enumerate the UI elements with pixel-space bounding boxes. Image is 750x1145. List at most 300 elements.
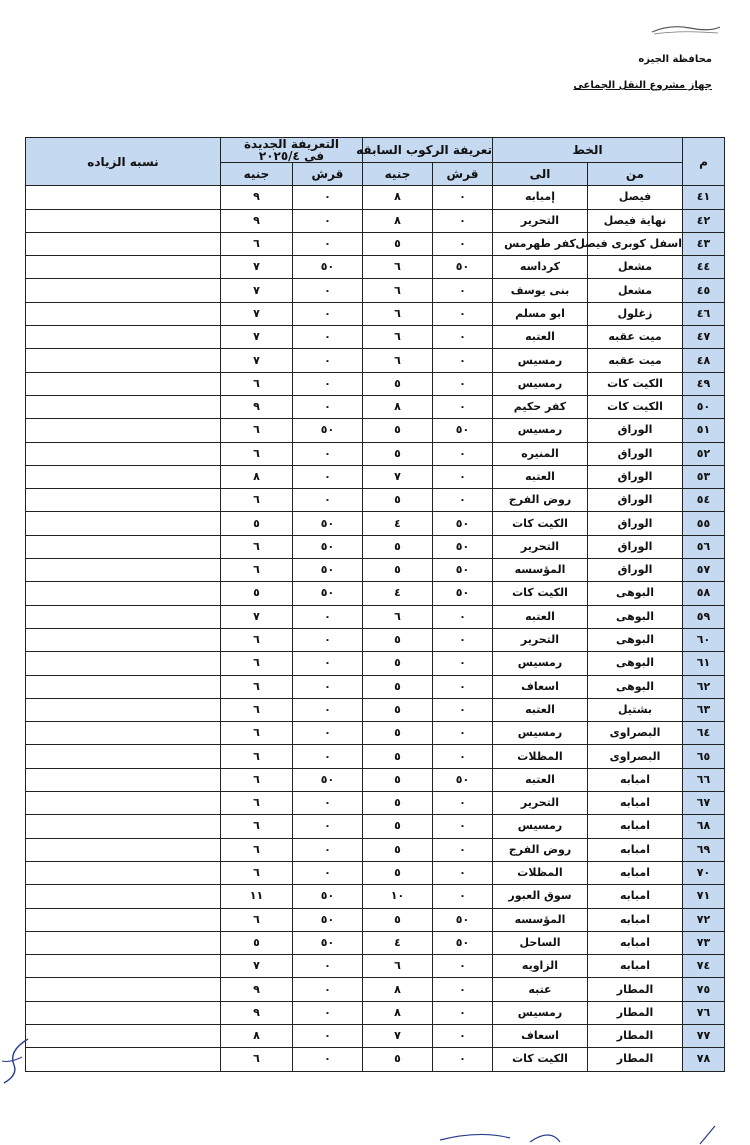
new-pound-cell: ٥: [220, 582, 292, 605]
row-number: ٦٦: [683, 768, 725, 791]
table-row: [26, 279, 725, 302]
from-cell: امبابه: [588, 768, 683, 791]
table-row: [26, 372, 725, 395]
increase-cell: [26, 978, 221, 1001]
table-row: [26, 838, 725, 861]
new-pound-cell: ٥: [220, 931, 292, 954]
to-cell: إمبابه: [493, 186, 588, 209]
table-row: [26, 489, 725, 512]
to-cell: المظلات: [493, 745, 588, 768]
prev-piastre-cell: ٠: [433, 838, 493, 861]
new-pound-cell: ٦: [220, 419, 292, 442]
new-pound-cell: ٧: [220, 302, 292, 325]
table-row: [26, 302, 725, 325]
new-pound-cell: ٦: [220, 232, 292, 255]
row-number: ٤٣: [683, 232, 725, 255]
to-cell: ابو مسلم: [493, 302, 588, 325]
increase-cell: [26, 792, 221, 815]
prev-piastre-cell: ٠: [433, 815, 493, 838]
increase-cell: [26, 722, 221, 745]
increase-cell: [26, 652, 221, 675]
new-pound-cell: ٩: [220, 209, 292, 232]
prev-piastre-cell: ٠: [433, 232, 493, 255]
row-number: ٦٣: [683, 698, 725, 721]
prev-pound-cell: ٥: [362, 838, 432, 861]
to-cell: اسعاف: [493, 675, 588, 698]
prev-piastre-cell: ٠: [433, 279, 493, 302]
new-pound-cell: ٩: [220, 395, 292, 418]
table-row: [26, 512, 725, 535]
row-number: ٤١: [683, 186, 725, 209]
row-number: ٤٢: [683, 209, 725, 232]
to-cell: التحرير: [493, 792, 588, 815]
from-cell: امبابه: [588, 931, 683, 954]
new-piastre-cell: ٠: [292, 209, 362, 232]
col-from-header: من: [588, 163, 683, 186]
prev-pound-cell: ٥: [362, 372, 432, 395]
row-number: ٦١: [683, 652, 725, 675]
prev-pound-cell: ٤: [362, 512, 432, 535]
from-cell: الوراق: [588, 489, 683, 512]
increase-cell: [26, 256, 221, 279]
new-piastre-cell: ٠: [292, 232, 362, 255]
prev-pound-cell: ٥: [362, 792, 432, 815]
new-piastre-cell: ٠: [292, 605, 362, 628]
table-row: [26, 908, 725, 931]
table-row: [26, 768, 725, 791]
table-row: [26, 722, 725, 745]
new-piastre-cell: ٥٠: [292, 419, 362, 442]
table-row: [26, 885, 725, 908]
increase-cell: [26, 605, 221, 628]
to-cell: روض الفرج: [493, 489, 588, 512]
prev-pound-cell: ٥: [362, 419, 432, 442]
to-cell: كفر حكيم: [493, 395, 588, 418]
table-row: [26, 232, 725, 255]
increase-cell: [26, 489, 221, 512]
col-new-pound-header: جنيه: [220, 163, 292, 186]
row-number: ٥٢: [683, 442, 725, 465]
prev-piastre-cell: ٠: [433, 652, 493, 675]
prev-pound-cell: ٧: [362, 465, 432, 488]
row-number: ٦٥: [683, 745, 725, 768]
row-number: ٧٨: [683, 1048, 725, 1071]
new-pound-cell: ٦: [220, 652, 292, 675]
row-number: ٦٩: [683, 838, 725, 861]
to-cell: التحرير: [493, 535, 588, 558]
new-pound-cell: ٦: [220, 908, 292, 931]
signature-stroke: [440, 1120, 750, 1145]
prev-piastre-cell: ٠: [433, 605, 493, 628]
prev-pound-cell: ٥: [362, 535, 432, 558]
from-cell: امبابه: [588, 838, 683, 861]
increase-cell: [26, 815, 221, 838]
table-row: [26, 395, 725, 418]
increase-cell: [26, 326, 221, 349]
row-number: ٦٤: [683, 722, 725, 745]
fare-table: [25, 137, 725, 1072]
col-prev-pound-header: جنيه: [362, 163, 432, 186]
prev-piastre-cell: ٠: [433, 326, 493, 349]
increase-cell: [26, 186, 221, 209]
row-number: ٥٨: [683, 582, 725, 605]
new-piastre-cell: ٠: [292, 489, 362, 512]
to-cell: العتبه: [493, 326, 588, 349]
increase-cell: [26, 745, 221, 768]
new-pound-cell: ٧: [220, 326, 292, 349]
prev-piastre-cell: ٠: [433, 885, 493, 908]
row-number: ٥٦: [683, 535, 725, 558]
prev-pound-cell: ٥: [362, 908, 432, 931]
prev-piastre-cell: ٠: [433, 861, 493, 884]
from-cell: الوراق: [588, 512, 683, 535]
to-cell: العتبه: [493, 698, 588, 721]
new-piastre-cell: ٠: [292, 349, 362, 372]
new-piastre-cell: ٠: [292, 302, 362, 325]
prev-piastre-cell: ٠: [433, 675, 493, 698]
new-piastre-cell: ٠: [292, 442, 362, 465]
header-row: [26, 138, 725, 163]
increase-cell: [26, 931, 221, 954]
new-pound-cell: ٩: [220, 978, 292, 1001]
new-piastre-cell: ٥٠: [292, 931, 362, 954]
to-cell: بنى يوسف: [493, 279, 588, 302]
signature-mark: [0, 1035, 30, 1095]
new-pound-cell: ٦: [220, 489, 292, 512]
increase-cell: [26, 535, 221, 558]
table-row: [26, 442, 725, 465]
prev-piastre-cell: ٥٠: [433, 535, 493, 558]
from-cell: اسفل كوبرى فيصل: [588, 232, 683, 255]
new-pound-cell: ٦: [220, 698, 292, 721]
new-pound-cell: ٩: [220, 186, 292, 209]
new-pound-cell: ٧: [220, 955, 292, 978]
new-piastre-cell: ٠: [292, 978, 362, 1001]
prev-pound-cell: ٦: [362, 955, 432, 978]
increase-cell: [26, 1001, 221, 1024]
from-cell: الوراق: [588, 419, 683, 442]
from-cell: ميت عقبه: [588, 326, 683, 349]
increase-cell: [26, 372, 221, 395]
row-number: ٦٠: [683, 628, 725, 651]
from-cell: بشتيل: [588, 698, 683, 721]
prev-piastre-cell: ٥٠: [433, 582, 493, 605]
from-cell: الكيت كات: [588, 372, 683, 395]
prev-pound-cell: ٥: [362, 815, 432, 838]
prev-piastre-cell: ٥٠: [433, 931, 493, 954]
from-cell: الوراق: [588, 559, 683, 582]
prev-piastre-cell: ٠: [433, 1024, 493, 1047]
increase-cell: [26, 582, 221, 605]
new-piastre-cell: ٠: [292, 465, 362, 488]
table-row: [26, 792, 725, 815]
new-piastre-cell: ٠: [292, 628, 362, 651]
prev-pound-cell: ٤: [362, 582, 432, 605]
to-cell: المؤسسه: [493, 559, 588, 582]
increase-cell: [26, 395, 221, 418]
logo-icon: [650, 24, 722, 36]
from-cell: امبابه: [588, 908, 683, 931]
new-pound-cell: ٩: [220, 1001, 292, 1024]
row-number: ٥٥: [683, 512, 725, 535]
increase-cell: [26, 512, 221, 535]
prev-piastre-cell: ٠: [433, 955, 493, 978]
prev-piastre-cell: ٥٠: [433, 908, 493, 931]
from-cell: الكيت كات: [588, 395, 683, 418]
new-piastre-cell: ٠: [292, 372, 362, 395]
prev-pound-cell: ٧: [362, 1024, 432, 1047]
increase-cell: [26, 1048, 221, 1071]
new-piastre-cell: ٠: [292, 326, 362, 349]
new-pound-cell: ٦: [220, 745, 292, 768]
table-row: [26, 675, 725, 698]
new-piastre-cell: ٠: [292, 652, 362, 675]
prev-pound-cell: ٥: [362, 628, 432, 651]
table-row: [26, 559, 725, 582]
prev-pound-cell: ٥: [362, 768, 432, 791]
to-cell: العتبه: [493, 605, 588, 628]
increase-cell: [26, 209, 221, 232]
from-cell: الوراق: [588, 442, 683, 465]
table-row: [26, 698, 725, 721]
new-pound-cell: ٦: [220, 675, 292, 698]
row-number: ٧٢: [683, 908, 725, 931]
from-cell: المطار: [588, 1048, 683, 1071]
prev-pound-cell: ٨: [362, 978, 432, 1001]
new-pound-cell: ٧: [220, 279, 292, 302]
prev-pound-cell: ٦: [362, 256, 432, 279]
from-cell: البصراوى: [588, 722, 683, 745]
to-cell: العتبه: [493, 465, 588, 488]
increase-cell: [26, 279, 221, 302]
to-cell: المنيره: [493, 442, 588, 465]
prev-piastre-cell: ٠: [433, 722, 493, 745]
to-cell: اسعاف: [493, 1024, 588, 1047]
new-pound-cell: ٦: [220, 1048, 292, 1071]
from-cell: فيصل: [588, 186, 683, 209]
table-row: [26, 978, 725, 1001]
row-number: ٧٦: [683, 1001, 725, 1024]
new-pound-cell: ٦: [220, 792, 292, 815]
prev-piastre-cell: ٠: [433, 1048, 493, 1071]
increase-cell: [26, 908, 221, 931]
row-number: ٥٠: [683, 395, 725, 418]
row-number: ٦٢: [683, 675, 725, 698]
increase-cell: [26, 955, 221, 978]
table-row: [26, 605, 725, 628]
prev-pound-cell: ٦: [362, 326, 432, 349]
prev-piastre-cell: ٠: [433, 302, 493, 325]
new-pound-cell: ٦: [220, 559, 292, 582]
prev-piastre-cell: ٠: [433, 698, 493, 721]
new-piastre-cell: ٠: [292, 955, 362, 978]
prev-piastre-cell: ٠: [433, 792, 493, 815]
row-number: ٦٨: [683, 815, 725, 838]
to-cell: رمسيس: [493, 349, 588, 372]
table-row: [26, 326, 725, 349]
to-cell: الكيت كات: [493, 1048, 588, 1071]
prev-pound-cell: ٦: [362, 279, 432, 302]
to-cell: الزاويه: [493, 955, 588, 978]
prev-pound-cell: ٥: [362, 745, 432, 768]
table-row: [26, 628, 725, 651]
table-row: [26, 1048, 725, 1071]
prev-piastre-cell: ٠: [433, 1001, 493, 1024]
prev-pound-cell: ٥: [362, 232, 432, 255]
increase-cell: [26, 698, 221, 721]
new-piastre-cell: ٥٠: [292, 535, 362, 558]
row-number: ٥١: [683, 419, 725, 442]
col-prev-piastre-header: قرش: [433, 163, 493, 186]
row-number: ٤٤: [683, 256, 725, 279]
row-number: ٧٥: [683, 978, 725, 1001]
table-row: [26, 931, 725, 954]
to-cell: عتبه: [493, 978, 588, 1001]
from-cell: نهاية فيصل: [588, 209, 683, 232]
new-piastre-cell: ٠: [292, 698, 362, 721]
new-piastre-cell: ٠: [292, 279, 362, 302]
prev-piastre-cell: ٥٠: [433, 512, 493, 535]
col-increase-header: نسبه الزياده: [26, 138, 221, 186]
to-cell: رمسيس: [493, 652, 588, 675]
to-cell: رمسيس: [493, 1001, 588, 1024]
increase-cell: [26, 838, 221, 861]
increase-cell: [26, 885, 221, 908]
table-row: [26, 652, 725, 675]
col-prev-fare-header: تعريفة الركوب السابقه: [362, 138, 492, 163]
to-cell: كفر طهرمس: [493, 232, 588, 255]
prev-piastre-cell: ٠: [433, 465, 493, 488]
table-row: [26, 256, 725, 279]
prev-pound-cell: ٥: [362, 652, 432, 675]
from-cell: البوهى: [588, 605, 683, 628]
prev-piastre-cell: ٥٠: [433, 768, 493, 791]
table-row: [26, 815, 725, 838]
row-number: ٤٧: [683, 326, 725, 349]
row-number: ٧٤: [683, 955, 725, 978]
to-cell: روض الفرج: [493, 838, 588, 861]
table-row: [26, 1001, 725, 1024]
from-cell: امبابه: [588, 885, 683, 908]
new-pound-cell: ٧: [220, 349, 292, 372]
from-cell: المطار: [588, 1001, 683, 1024]
agency-label: جهاز مشروع النقل الجماعى: [573, 80, 712, 91]
from-cell: مشعل: [588, 279, 683, 302]
prev-piastre-cell: ٠: [433, 978, 493, 1001]
prev-piastre-cell: ٠: [433, 349, 493, 372]
new-pound-cell: ٦: [220, 768, 292, 791]
new-piastre-cell: ٥٠: [292, 559, 362, 582]
to-cell: كرداسه: [493, 256, 588, 279]
row-number: ٤٦: [683, 302, 725, 325]
row-number: ٦٧: [683, 792, 725, 815]
row-number: ٤٨: [683, 349, 725, 372]
new-piastre-cell: ٥٠: [292, 256, 362, 279]
to-cell: المظلات: [493, 861, 588, 884]
to-cell: رمسيس: [493, 815, 588, 838]
new-piastre-cell: ٠: [292, 675, 362, 698]
increase-cell: [26, 768, 221, 791]
to-cell: العتبه: [493, 768, 588, 791]
new-pound-cell: ٨: [220, 465, 292, 488]
new-piastre-cell: ٠: [292, 395, 362, 418]
new-piastre-cell: ٠: [292, 815, 362, 838]
new-pound-cell: ٦: [220, 722, 292, 745]
row-number: ٧٣: [683, 931, 725, 954]
to-cell: التحرير: [493, 628, 588, 651]
to-cell: المؤسسه: [493, 908, 588, 931]
governorate-label: محافظة الجيزه: [638, 54, 712, 65]
from-cell: الوراق: [588, 465, 683, 488]
prev-pound-cell: ٤: [362, 931, 432, 954]
prev-piastre-cell: ٥٠: [433, 256, 493, 279]
new-piastre-cell: ٥٠: [292, 908, 362, 931]
prev-piastre-cell: ٠: [433, 489, 493, 512]
increase-cell: [26, 559, 221, 582]
from-cell: المطار: [588, 978, 683, 1001]
row-number: ٥٧: [683, 559, 725, 582]
from-cell: البوهى: [588, 652, 683, 675]
table-row: [26, 419, 725, 442]
new-pound-cell: ٧: [220, 605, 292, 628]
table-row: [26, 209, 725, 232]
from-cell: مشعل: [588, 256, 683, 279]
from-cell: البوهى: [588, 675, 683, 698]
row-number: ٥٤: [683, 489, 725, 512]
increase-cell: [26, 861, 221, 884]
new-pound-cell: ٦: [220, 628, 292, 651]
prev-pound-cell: ٨: [362, 395, 432, 418]
prev-piastre-cell: ٠: [433, 372, 493, 395]
prev-pound-cell: ٥: [362, 698, 432, 721]
new-piastre-cell: ٠: [292, 1048, 362, 1071]
table-row: [26, 465, 725, 488]
prev-pound-cell: ٥: [362, 861, 432, 884]
from-cell: الوراق: [588, 535, 683, 558]
prev-piastre-cell: ٠: [433, 745, 493, 768]
new-piastre-cell: ٥٠: [292, 582, 362, 605]
from-cell: البوهى: [588, 582, 683, 605]
from-cell: امبابه: [588, 861, 683, 884]
new-piastre-cell: ٠: [292, 838, 362, 861]
col-to-header: الى: [493, 163, 588, 186]
to-cell: الساحل: [493, 931, 588, 954]
col-num-header: م: [683, 138, 725, 186]
table-row: [26, 955, 725, 978]
new-piastre-cell: ٠: [292, 1024, 362, 1047]
new-pound-cell: ٦: [220, 442, 292, 465]
from-cell: امبابه: [588, 792, 683, 815]
table-row: [26, 861, 725, 884]
row-number: ٤٩: [683, 372, 725, 395]
to-cell: رمسيس: [493, 722, 588, 745]
new-fare-title: التعريفة الجديدة: [243, 137, 340, 151]
prev-pound-cell: ٨: [362, 209, 432, 232]
table-row: [26, 1024, 725, 1047]
prev-pound-cell: ٥: [362, 442, 432, 465]
table-row: [26, 186, 725, 209]
increase-cell: [26, 465, 221, 488]
row-number: ٥٩: [683, 605, 725, 628]
prev-pound-cell: ٥: [362, 559, 432, 582]
prev-pound-cell: ٥: [362, 1048, 432, 1071]
table-row: [26, 349, 725, 372]
table-row: [26, 582, 725, 605]
row-number: ٧١: [683, 885, 725, 908]
new-piastre-cell: ٥٠: [292, 768, 362, 791]
prev-pound-cell: ١٠: [362, 885, 432, 908]
prev-pound-cell: ٦: [362, 605, 432, 628]
